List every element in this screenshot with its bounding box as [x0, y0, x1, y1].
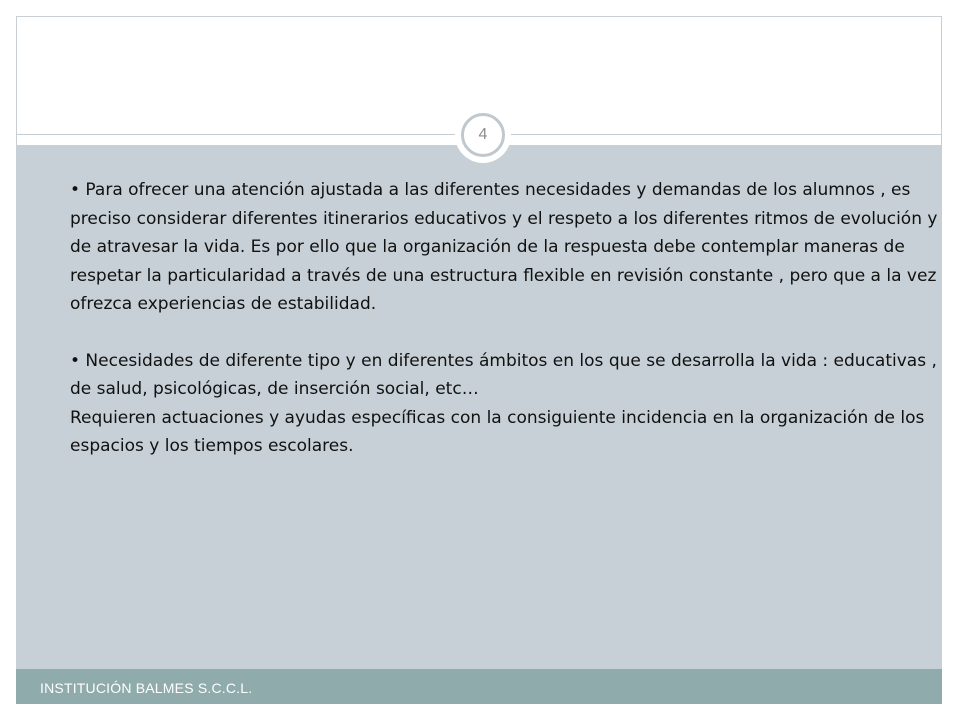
slide-body [70, 176, 940, 461]
bullet-paragraph-1: • Para ofrecer una atención ajustada a las diferentes necesidades y demandas de los alumnos , es preciso considerar diferentes itinerarios educativos y el respeto a los diferentes ritmos de evolución y de atravesar la vida. Es por ello que la organización de la respuesta debe contemplar maneras de respetar la particularidad a través de una estructura flexible en revisión constante , pero que a la vez ofrezca experiencias de estabilidad. [70, 180, 938, 314]
footer-institution: INSTITUCIÓN BALMES S.C.C.L. [40, 680, 253, 696]
continuation-paragraph: Requieren actuaciones y ayudas específicas con la consiguiente incidencia en la organización de los espacios y los tiempos escolares. [70, 407, 925, 456]
bullet-paragraph-2: • Necesidades de diferente tipo y en diferentes ámbitos en los que se desarrolla la vida : educativas , de salud, psicológicas, de inserción social, etc… [70, 350, 937, 399]
page-number: 4 [461, 113, 505, 157]
